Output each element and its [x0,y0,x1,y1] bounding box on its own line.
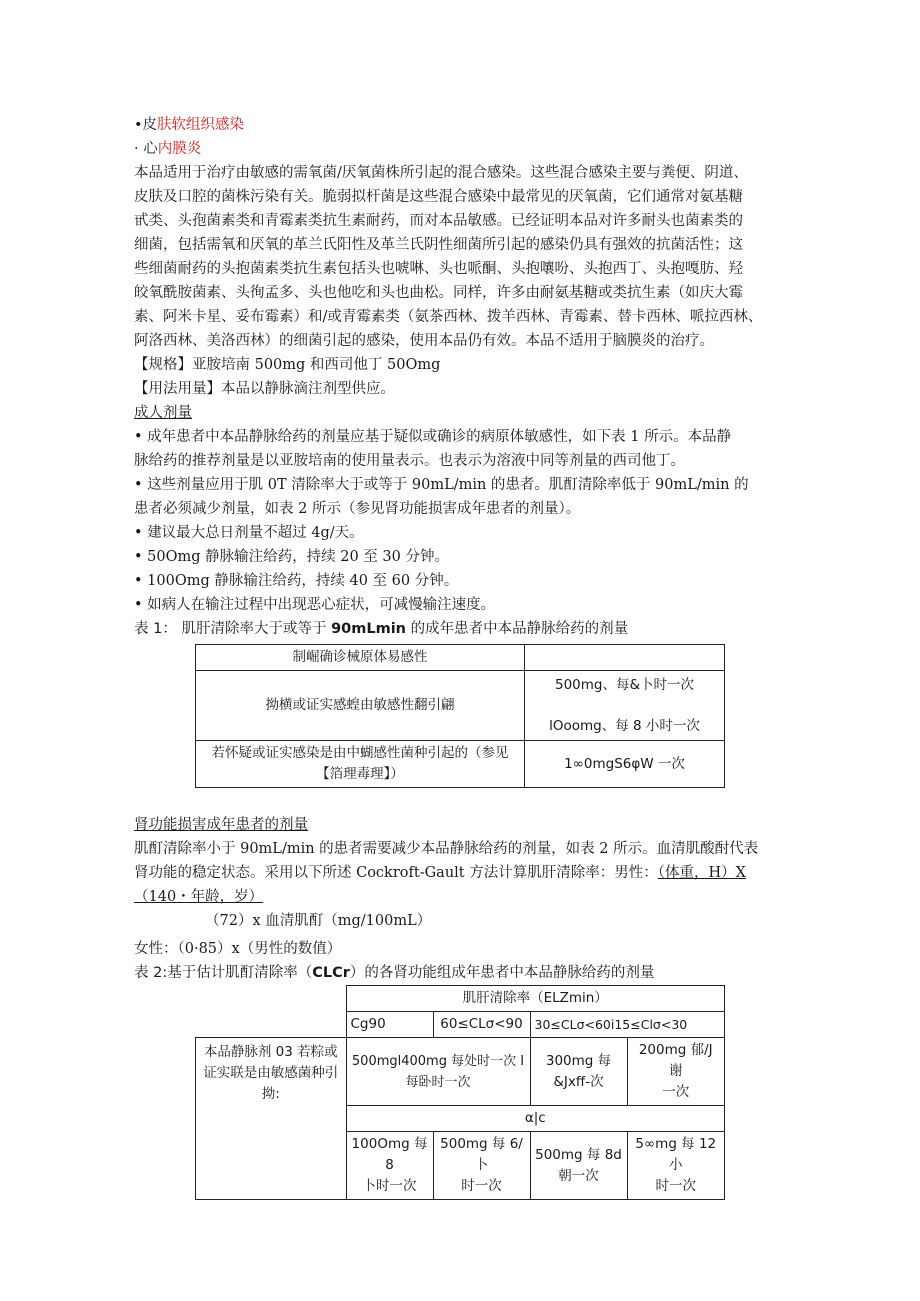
bullet-prefix: •皮 [134,117,158,133]
table2-caption [134,962,654,984]
table1-header-empty [525,645,725,671]
caption-text: 表 1： 肌肝清除率大于或等于 [134,621,332,637]
full-caption: 表 [0,0,1,1]
caption-text: 表 2:基于估计肌酊清除率（ [134,965,313,981]
table1-header: 制崛确诊械原体易感性 [196,645,525,671]
cell-line: 500mg 每 6/卜 [440,1136,523,1173]
renal-dose-heading: 肾功能损害成年患者的剂量 [134,817,308,833]
caption-text: 的成年患者中本品静脉给药的剂量 [406,621,629,637]
list-item: • 100Omg 静脉输注给药，持续 40 至 60 分钟。 [134,573,459,589]
list-item: 患者必须减少剂量，如表 2 所示（参见肾功能损害成年患者的剂量）。 [134,501,581,517]
table2-cell [530,1132,627,1200]
table2-cell [433,1132,530,1200]
cell-line: 卜时一次 [362,1178,417,1194]
text-span: 肾功能的稳定状态。采用以下所述 Cockroft-Gault 方法计算肌肝清除率：男性： [134,865,658,881]
cell-line: 若怀疑或证实感染是由中蝴感性菌种引起的（参见 [211,745,509,761]
list-item: • 这些剂量应用于肌 0T 清除率大于或等于 90mL/min 的患者。肌酊清除率低于 90mL/min 的 [134,477,749,493]
table2-cell [346,1038,530,1106]
text-line: 肌酊清除率小于 90mL/min 的患者需要减少本品静脉给药的剂量，如表 2 所示。血清肌酸酎代表 [134,841,759,857]
table2-cell [627,1038,725,1106]
text-line: 阿洛西林、美洛西林）的细菌引起的感染，使用本品仍有效。本品不适用于脑膜炎的治疗。 [134,333,714,349]
table2-top-header: 肌肝清除率（ELZmin） [346,986,725,1012]
cell-line: lOoomg、每 8 小时一次 [549,718,700,734]
list-item: • 建议最大总日剂量不超过 4g/天。 [134,525,364,541]
text-line: 皮肤及口腔的菌株污染有关。脆弱拟杆菌是这些混合感染中最常见的厌氧菌，它们通常对氨基糖 [134,189,743,205]
usage-line: 【用法用量】本品以静脉滴注剂型供应。 [134,381,395,397]
bullet-red-text: 肤软组织感染 [157,117,245,133]
table1-cell: 拗横或证实感蝗由敏感性翻引翩 [196,671,525,741]
table1-caption [134,618,628,640]
cell-line: 200mg 郁/J 谢 [638,1042,713,1079]
accessibility-strings [0,0,1,1]
table1-cell [196,741,525,788]
table2 [195,985,725,1200]
text-line: 细菌，包括需氧和厌氧的革兰氏阳性及革兰氏阴性细菌所引起的感染仍具有强效的抗菌活性；这 [134,237,743,253]
bullet-red-text: 内膜炎 [157,141,202,157]
bullet-endocarditis [134,138,201,160]
cell-line: 时一次 [655,1178,696,1194]
list-item: • 50Omg 静脉输注给药，持续 20 至 30 分钟。 [134,549,449,565]
text-line [134,862,746,884]
bullet-skin-infection [134,114,244,136]
cell-line: 一次 [662,1084,690,1100]
cell-line: 100Omg 每 8 [351,1136,428,1173]
table2-col-head: 60≤CLσ<90 [433,1012,530,1038]
cell-line: 5∞mg 每 12 小 [635,1136,717,1173]
bullet-prefix: · 心 [134,141,158,157]
cell-line: 朝一次 [558,1167,599,1184]
text-line: 素、阿米卡星、妥布霉素）和/或青霉素类（氨茶西林、拨羊西林、青霉素、替卡西林、哌拉西林、 [134,309,763,325]
table2-col-head: 30≤CLσ<60i15≤Clσ<30 [530,1012,725,1038]
table2-mid-cell: α|c [346,1106,725,1132]
spec-line: 【规格】亚胺培南 500mg 和西司他丁 50Omg [134,357,441,373]
list-item: • 成年患者中本品静脉给药的剂量应基于疑似或确诊的病原体敏感性，如下表 1 所示。本品静 [134,429,732,445]
text-line: 本品适用于治疗由敏感的需氧菌/厌氧菌株所引起的混合感染。这些混合感染主要与粪便、阴道、 [134,165,748,181]
table1-cell: 1∞0mgS6φW 一次 [525,741,725,788]
cell-line: 时一次 [461,1178,502,1194]
cell-line: 证实联是由敏感菌种引 [203,1065,339,1081]
text-line: 甙类、头孢菌素类和青霉素类抗生素耐药，而对本品敏感。已经证明本品对许多耐头也菌素类的 [134,213,743,229]
cell-line: 本品静脉剂 03 若粽或 [203,1044,338,1060]
female-formula: 女性：（0·85）x（男性的数值） [134,941,342,957]
list-item: • 如病人在输注过程中出现恶心症状，可减慢输注速度。 [134,597,496,613]
formula-denominator: （72）x 血清肌酊（mg/100mL） [205,913,432,929]
caption-bold-text: CLCr [312,965,350,981]
text-line: 皎氧酰胺菌素、头徇孟多、头也他吃和头也曲松。同样，许多由耐氨基糖或类抗生素（如庆大霉 [134,285,743,301]
text-line: 些细菌耐药的头抱菌素类抗生素包括头也唬啉、头也哌酮、头抱嚷吩、头抱西丁、头抱嘎肪、羟 [134,261,743,277]
table2-corner [196,986,347,1038]
cell-line: 500mg、每&卜时一次 [554,677,694,693]
formula-numerator: （体重，H）X [657,865,746,881]
table2-cell [346,1132,433,1200]
caption-text: ）的各肾功能组成年患者中本品静脉给药的剂量 [349,965,655,981]
cell-line: 500mgl400mg 每处时一次 I [351,1053,525,1069]
cell-line: 300mg 每 [545,1052,612,1069]
formula-numerator-line: （140・年龄，岁） [134,889,264,905]
cell-line: &Jxff-次 [553,1073,604,1090]
caption-bold-text: 90mLmin [331,621,406,637]
table2-cell [627,1132,725,1200]
table1 [195,644,725,788]
cell-line: 拗: [261,1086,280,1102]
table2-col-head: Cg90 [346,1012,433,1038]
table1-cell [525,671,725,741]
cell-line: 每卧时一次 [405,1074,471,1090]
table2-row-label [196,1038,347,1200]
table2-cell [530,1038,627,1106]
cell-line: 500mg 每 8d [535,1146,622,1163]
cell-line: 【箔理毒理】） [316,766,404,782]
list-item: 脉给药的推荐剂量是以亚胺培南的使用量表示。也表示为溶液中同等剂量的西司他丁。 [134,453,685,469]
adult-dose-heading: 成人剂量 [134,405,192,421]
